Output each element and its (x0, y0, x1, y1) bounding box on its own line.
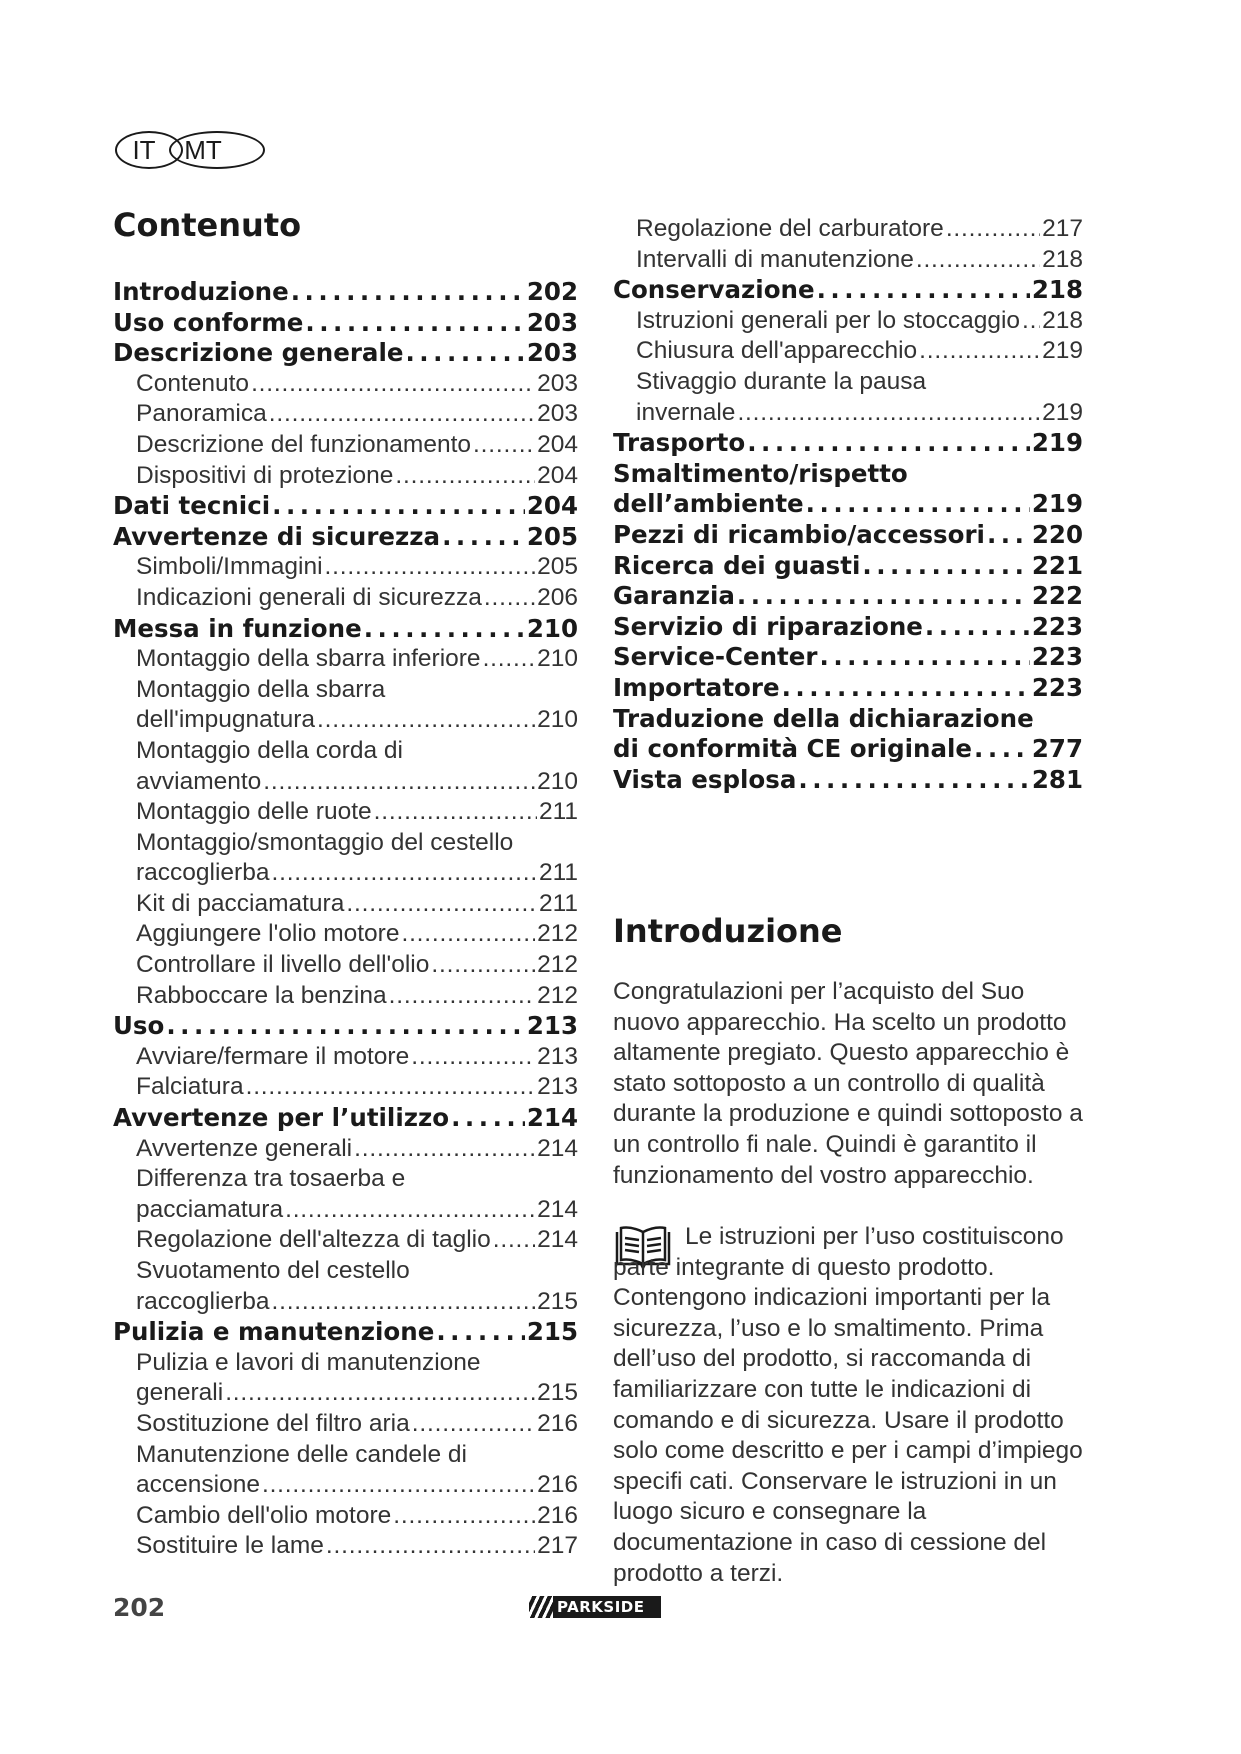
intro-title: Introduzione (613, 912, 843, 950)
toc-entry (613, 275, 1083, 306)
toc-dot-leader (251, 369, 535, 400)
toc-entry-page: 218 (1031, 275, 1083, 305)
toc-entry-title: invernale (636, 398, 736, 426)
toc-dot-leader (325, 552, 536, 583)
toc-entry-title: Conservazione (613, 275, 815, 305)
toc-entry-title: dell’ambiente (613, 489, 804, 519)
lang-badge-it (115, 131, 183, 169)
toc-entry (613, 581, 1083, 612)
toc-entry-page: 219 (1042, 398, 1083, 426)
toc-title: Contenuto (113, 206, 302, 244)
toc-entry-title: Kit di pacciamatura (136, 889, 345, 917)
toc-dot-leader (411, 1042, 535, 1073)
toc-entry-title: Montaggio/smontaggio del cestello (136, 828, 514, 856)
brand-name: PARKSIDE (557, 1598, 645, 1616)
toc-dot-leader (166, 1011, 525, 1042)
toc-entry-page: 211 (538, 889, 578, 917)
toc-dot-leader (291, 277, 525, 308)
toc-entry (113, 797, 578, 828)
toc-entry-page: 203 (526, 307, 578, 337)
toc-entry-title: Montaggio della corda di (136, 736, 403, 764)
toc-entry (113, 583, 578, 614)
toc-dot-leader (412, 1409, 535, 1440)
toc-dot-leader (364, 614, 525, 645)
toc-entry-title: Avvertenze generali (136, 1134, 353, 1162)
toc-dot-leader (483, 644, 536, 675)
toc-dot-leader (431, 950, 535, 981)
toc-entry (113, 1011, 578, 1042)
toc-entry-title: Avviare/fermare il motore (136, 1042, 410, 1070)
toc-entry-page: 216 (537, 1409, 578, 1437)
toc-entry (113, 1103, 578, 1134)
toc-dot-leader (354, 1134, 535, 1165)
toc-entry-page: 203 (526, 338, 578, 368)
toc-entry-page: 212 (537, 981, 578, 1009)
lang-badge-it-label: IT (132, 134, 156, 165)
toc-entry-page: 219 (1031, 428, 1083, 458)
toc-entry-page: 221 (1031, 550, 1083, 580)
lang-badge-mt (169, 131, 265, 169)
toc-entry-page: 202 (526, 277, 578, 306)
toc-dot-leader (263, 767, 535, 798)
intro-paragraph-2: Le istruzioni per l’uso costituiscono parte integrante di questo prodotto. Contengono indicazioni importanti per la sicurezza, l’uso e lo smaltimento. Prima dell’uso del prodotto, si raccomanda di familiarizzare con tutte le indicazioni di comando e di sicurezza. Usare il prodotto solo come descritto e per i campi d’impiego specifi cati. Conservare le istruzioni in un luogo sicuro e consegnare la documentazione in caso di cessione del prodotto a terzi. (613, 1223, 1083, 1587)
toc-entry-title: Indicazioni generali di sicurezza (136, 583, 482, 611)
language-badges (115, 131, 275, 173)
toc-dot-leader (919, 336, 1040, 367)
toc-entry (113, 399, 578, 430)
toc-entry-page: 211 (538, 798, 578, 826)
toc-entry (113, 1440, 578, 1501)
toc-entry (113, 828, 578, 889)
toc-dot-leader (271, 1287, 535, 1318)
toc-dot-leader (817, 275, 1030, 306)
toc-entry-title: Cambio dell'olio motore (136, 1501, 392, 1529)
toc-entry-page: 204 (537, 461, 578, 489)
parkside-logo (529, 1596, 661, 1618)
toc-entry-title: Introduzione (113, 277, 289, 306)
toc-entry-title: avviamento (136, 767, 262, 795)
toc-entry-title: Regolazione dell'altezza di taglio (136, 1226, 491, 1254)
toc-dot-leader (819, 642, 1029, 673)
toc-entry-page: 210 (537, 706, 578, 734)
toc-entry-title: Trasporto (613, 428, 746, 458)
toc-entry-page: 204 (537, 430, 578, 458)
toc-dot-leader (473, 430, 535, 461)
toc-entry (113, 552, 578, 583)
toc-entry (113, 277, 578, 308)
toc-entry-page: 212 (537, 920, 578, 948)
toc-entry (113, 1134, 578, 1165)
toc-entry-title: Avvertenze di sicurezza (113, 521, 441, 551)
toc-entry-title: Descrizione del funzionamento (136, 430, 472, 458)
toc-entry-title: Stivaggio durante la pausa (636, 367, 927, 395)
toc-entry-page: 210 (537, 767, 578, 795)
toc-entry-title: Descrizione generale (113, 338, 404, 368)
toc-entry-page: 214 (537, 1226, 578, 1254)
toc-dot-leader (272, 491, 525, 522)
toc-dot-leader (798, 765, 1029, 796)
toc-entry-page: 204 (526, 491, 578, 521)
toc-entry (113, 736, 578, 797)
toc-dot-leader (393, 1501, 535, 1532)
toc-entry-title: Traduzione della dichiarazione (613, 703, 1034, 733)
toc-dot-leader (451, 1103, 525, 1134)
toc-entry-page: 218 (1042, 245, 1083, 273)
toc-entry-title: Pulizia e lavori di manutenzione (136, 1348, 481, 1376)
toc-column-left (113, 277, 578, 1562)
toc-entry (113, 919, 578, 950)
toc-entry (113, 1531, 578, 1562)
toc-entry-title: Aggiungere l'olio motore (136, 920, 400, 948)
toc-entry (113, 1501, 578, 1532)
toc-dot-leader (326, 1531, 535, 1562)
toc-entry-title: Dati tecnici (113, 491, 271, 521)
toc-entry-title: raccoglierba (136, 1287, 270, 1315)
toc-entry-page: 219 (1042, 337, 1083, 365)
toc-entry-page: 223 (1031, 672, 1083, 702)
toc-dot-leader (262, 1470, 535, 1501)
toc-entry (113, 308, 578, 339)
toc-entry-page: 218 (1042, 306, 1083, 334)
toc-entry-page: 223 (1031, 642, 1083, 672)
toc-dot-leader (269, 399, 535, 430)
toc-entry-page: 213 (537, 1073, 578, 1101)
toc-entry-title: Importatore (613, 672, 780, 702)
toc-entry-page: 210 (526, 613, 578, 643)
toc-entry-title: Dispositivi di protezione (136, 461, 394, 489)
toc-entry-page: 214 (537, 1195, 578, 1223)
toc-entry-title: di conformità CE originale (613, 734, 973, 764)
toc-dot-leader (484, 583, 535, 614)
toc-entry (613, 336, 1083, 367)
toc-entry (613, 765, 1083, 796)
toc-entry-title: Ricerca dei guasti (613, 550, 861, 580)
toc-entry (613, 245, 1083, 276)
toc-entry-title: Uso (113, 1011, 165, 1041)
toc-entry (613, 673, 1083, 704)
toc-entry-title: Uso conforme (113, 307, 304, 337)
toc-dot-leader (225, 1378, 535, 1409)
toc-entry-page: 212 (537, 951, 578, 979)
toc-entry-page: 214 (526, 1103, 578, 1133)
toc-entry (113, 981, 578, 1012)
toc-entry (613, 428, 1083, 459)
toc-entry-page: 217 (537, 1532, 578, 1560)
toc-entry-title: Regolazione del carburatore (636, 215, 944, 242)
toc-dot-leader (395, 461, 535, 492)
toc-dot-leader (389, 981, 535, 1012)
toc-entry (113, 1042, 578, 1073)
toc-entry (613, 704, 1083, 765)
toc-dot-leader (271, 858, 536, 889)
toc-entry-page: 215 (537, 1379, 578, 1407)
toc-entry-page: 206 (537, 583, 578, 611)
toc-entry-page: 213 (526, 1011, 578, 1041)
toc-entry (613, 551, 1083, 582)
toc-entry-title: Vista esplosa (613, 764, 797, 794)
toc-entry-page: 219 (1031, 489, 1083, 519)
toc-entry (113, 1348, 578, 1409)
toc-entry-title: Differenza tra tosaerba e (136, 1165, 406, 1193)
toc-entry-page: 215 (526, 1317, 578, 1347)
toc-entry-title: Manutenzione delle candele di (136, 1440, 467, 1468)
lang-badge-mt-label: MT (184, 134, 222, 165)
toc-entry-title: Svuotamento del cestello (136, 1257, 410, 1284)
toc-dot-leader (737, 581, 1030, 612)
toc-entry-title: Montaggio delle ruote (136, 798, 372, 826)
toc-entry-title: Service-Center (613, 642, 818, 672)
toc-entry (613, 612, 1083, 643)
toc-entry-title: accensione (136, 1471, 260, 1499)
toc-dot-leader (737, 398, 1040, 429)
toc-entry-title: Avvertenze per l’utilizzo (113, 1103, 450, 1133)
intro-paragraph-1: Congratulazioni per l’acquisto del Suo nuovo apparecchio. Ha scelto un prodotto altamente pregiato. Questo apparecchio è stato sottoposto a un controllo di qualità durante la produzione e quindi sottoposto a un controllo fi nale. Quindi è garantito il funzionamento del vostro apparecchio. (613, 978, 1083, 1189)
toc-dot-leader (782, 673, 1030, 704)
toc-entry-page: 203 (537, 369, 578, 397)
toc-entry-page: 220 (1031, 519, 1083, 549)
toc-entry-title: Pezzi di ricambio/accessori (613, 519, 985, 549)
toc-entry (113, 338, 578, 369)
toc-entry (113, 950, 578, 981)
toc-dot-leader (806, 489, 1030, 520)
toc-entry-title: Montaggio della sbarra inferiore (136, 645, 481, 673)
toc-entry-title: Intervalli di manutenzione (636, 245, 914, 273)
toc-entry-page: 223 (1031, 611, 1083, 641)
toc-entry-title: Chiusura dell'apparecchio (636, 337, 918, 365)
toc-entry (113, 614, 578, 645)
toc-entry (113, 675, 578, 736)
toc-entry-title: Controllare il livello dell'olio (136, 951, 430, 979)
toc-entry (613, 459, 1083, 520)
toc-dot-leader (916, 245, 1040, 276)
toc-entry-title: Falciatura (136, 1073, 244, 1101)
toc-entry (113, 1072, 578, 1103)
toc-entry (113, 491, 578, 522)
toc-dot-leader (862, 551, 1029, 582)
toc-entry-page: 211 (538, 859, 578, 887)
toc-entry-page: 205 (537, 553, 578, 581)
toc-entry (113, 461, 578, 492)
toc-entry-title: raccoglierba (136, 859, 270, 887)
toc-entry-page: 217 (1042, 215, 1083, 242)
toc-entry-title: Smaltimento/rispetto (613, 458, 908, 488)
toc-entry-page: 222 (1031, 581, 1083, 611)
toc-entry-page: 215 (537, 1287, 578, 1315)
toc-dot-leader (405, 338, 524, 369)
toc-entry-page: 214 (537, 1134, 578, 1162)
toc-entry-title: Istruzioni generali per lo stoccaggio (636, 306, 1021, 334)
toc-dot-leader (946, 214, 1040, 245)
toc-entry-title: dell'impugnatura (136, 706, 316, 734)
toc-entry-title: Panoramica (136, 400, 267, 428)
toc-dot-leader (442, 522, 525, 553)
toc-entry (613, 520, 1083, 551)
toc-entry (113, 522, 578, 553)
toc-dot-leader (1022, 306, 1040, 337)
toc-entry (113, 1225, 578, 1256)
toc-entry (113, 1409, 578, 1440)
toc-dot-leader (246, 1072, 536, 1103)
toc-entry (613, 642, 1083, 673)
toc-entry (113, 1256, 578, 1317)
toc-dot-leader (925, 612, 1030, 643)
toc-dot-leader (493, 1225, 535, 1256)
toc-dot-leader (436, 1317, 525, 1348)
toc-entry (613, 367, 1083, 428)
toc-entry-title: Messa in funzione (113, 613, 362, 643)
toc-entry-page: 281 (1031, 764, 1083, 794)
toc-entry-title: Sostituzione del filtro aria (136, 1409, 410, 1437)
toc-entry-page: 203 (537, 400, 578, 428)
toc-dot-leader (305, 308, 524, 339)
toc-entry-title: Servizio di riparazione (613, 611, 923, 641)
toc-entry-page: 210 (537, 645, 578, 673)
toc-entry-title: pacciamatura (136, 1195, 284, 1223)
toc-entry-page: 216 (537, 1501, 578, 1529)
toc-entry-page: 205 (526, 521, 578, 551)
toc-entry-title: Rabboccare la benzina (136, 981, 387, 1009)
toc-entry (613, 214, 1083, 245)
toc-dot-leader (401, 919, 535, 950)
toc-entry (113, 430, 578, 461)
toc-dot-leader (987, 520, 1030, 551)
toc-entry (613, 306, 1083, 337)
toc-dot-leader (974, 734, 1030, 765)
toc-dot-leader (317, 705, 535, 736)
toc-dot-leader (374, 797, 537, 828)
toc-entry-title: Pulizia e manutenzione (113, 1317, 435, 1347)
toc-entry-page: 213 (537, 1042, 578, 1070)
toc-entry-title: Sostituire le lame (136, 1532, 324, 1560)
toc-entry-title: Garanzia (613, 581, 735, 611)
toc-dot-leader (346, 889, 537, 920)
toc-entry (113, 889, 578, 920)
toc-entry-page: 216 (537, 1471, 578, 1499)
toc-column-right (613, 214, 1083, 795)
toc-entry-title: generali (136, 1379, 224, 1407)
toc-entry (113, 644, 578, 675)
toc-entry (113, 1164, 578, 1225)
toc-entry (113, 1317, 578, 1348)
toc-dot-leader (747, 428, 1030, 459)
toc-entry (113, 369, 578, 400)
page-number: 202 (113, 1593, 166, 1622)
logo-stripes (529, 1596, 553, 1618)
toc-dot-leader (285, 1195, 535, 1226)
toc-entry-page: 277 (1031, 734, 1083, 764)
toc-entry-title: Montaggio della sbarra (136, 675, 386, 703)
toc-entry-title: Simboli/Immagini (136, 553, 323, 581)
toc-entry-title: Contenuto (136, 369, 250, 397)
